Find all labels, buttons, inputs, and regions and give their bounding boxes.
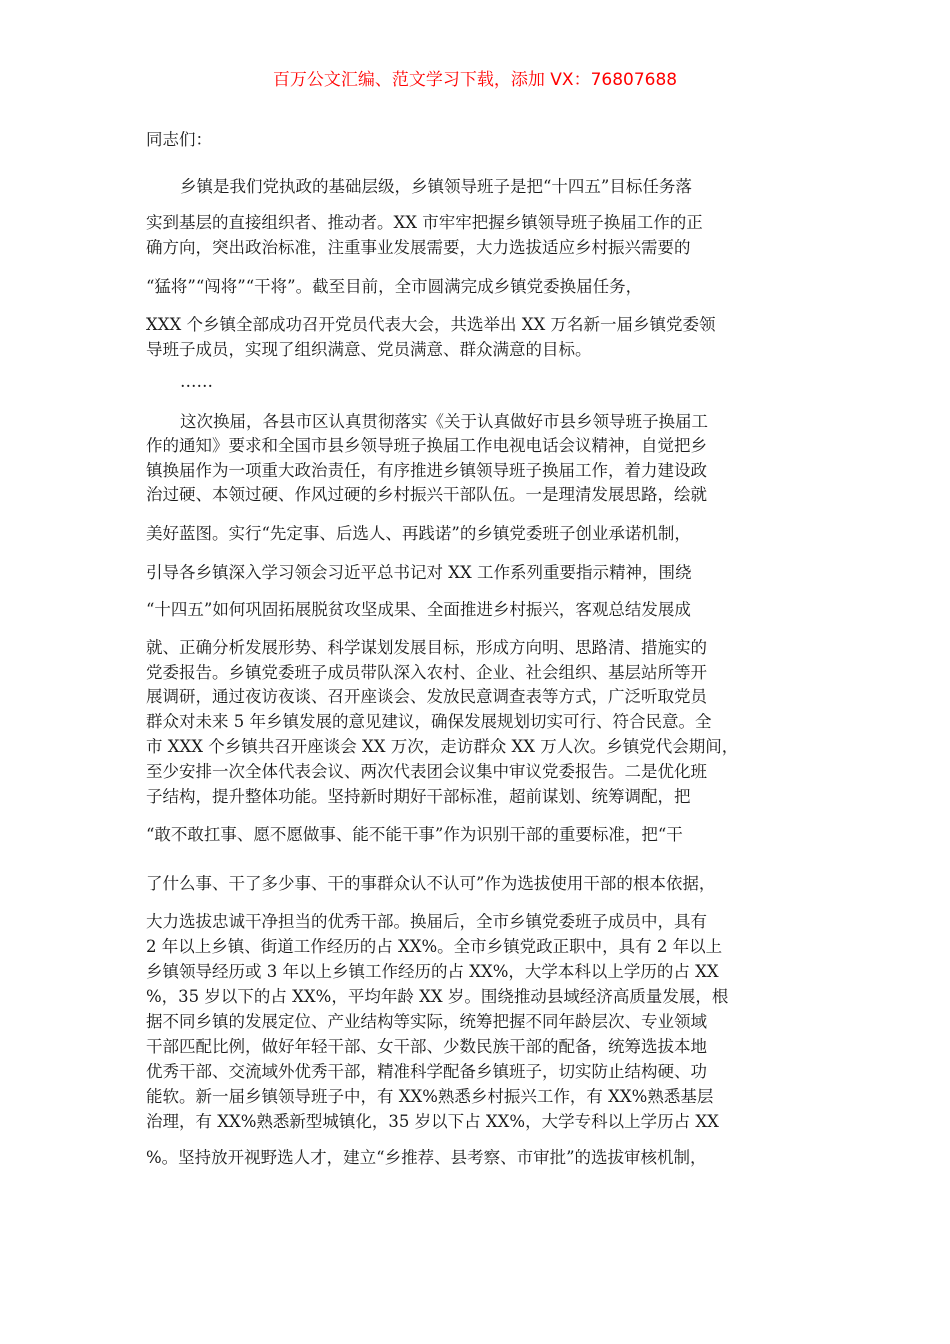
- paragraph-line: 群众对未来 5 年乡镇发展的意见建议，确保发展规划切实可行、符合民意。全: [146, 712, 712, 731]
- paragraph-line: %。坚持放开视野选人才，建立“乡推荐、县考察、市审批”的选拔审核机制，: [146, 1148, 707, 1167]
- paragraph-line: 确方向，突出政治标准，注重事业发展需要，大力选拔适应乡村振兴需要的: [146, 238, 691, 257]
- paragraph-line: 市 XXX 个乡镇共召开座谈会 XX 万次，走访群众 XX 万人次。乡镇党代会期间，: [146, 737, 739, 756]
- greeting: 同志们：: [146, 130, 212, 149]
- paragraph-line: 美好蓝图。实行“先定事、后选人、再践诺”的乡镇党委班子创业承诺机制，: [146, 524, 691, 543]
- paragraph-line: “猛将”“闯将”“干将”。截至目前，全市圆满完成乡镇党委换届任务，: [146, 277, 643, 296]
- paragraph-line: 作的通知》要求和全国市县乡领导班子换届工作电视电话会议精神，自觉把乡: [146, 436, 707, 455]
- paragraph-line: 镇换届作为一项重大政治责任，有序推进乡镇领导班子换届工作，着力建设政: [146, 461, 707, 480]
- paragraph-line: 乡镇是我们党执政的基础层级，乡镇领导班子是把“十四五”目标任务落: [180, 177, 692, 196]
- paragraph-line: “十四五”如何巩固拓展脱贫攻坚成果、全面推进乡村振兴，客观总结发展成: [146, 600, 691, 619]
- paragraph-line: 了什么事、干了多少事、干的事群众认不认可”作为选拔使用干部的根本依据，: [146, 874, 716, 893]
- paragraph-line: 治理，有 XX%熟悉新型城镇化，35 岁以下占 XX%，大学专科以上学历占 XX: [146, 1112, 719, 1131]
- paragraph-line: 导班子成员，实现了组织满意、党员满意、群众满意的目标。: [146, 340, 592, 359]
- paragraph-line: “敢不敢扛事、愿不愿做事、能不能干事”作为识别干部的重要标准，把“干: [146, 825, 683, 844]
- paragraph-line: %，35 岁以下的占 XX%，平均年龄 XX 岁。围绕推动县域经济高质量发展，根: [146, 987, 729, 1006]
- paragraph-line: 引导各乡镇深入学习领会习近平总书记对 XX 工作系列重要指示精神，围绕: [146, 563, 692, 582]
- paragraph-line: XXX 个乡镇全部成功召开党员代表大会，共选举出 XX 万名新一届乡镇党委领: [146, 315, 716, 334]
- paragraph-line: 优秀干部、交流域外优秀干部，精准科学配备乡镇班子，切实防止结构硬、功: [146, 1062, 707, 1081]
- paragraph-line: 子结构，提升整体功能。坚持新时期好干部标准，超前谋划、统筹调配，把: [146, 787, 691, 806]
- paragraph-line: 治过硬、本领过硬、作风过硬的乡村振兴干部队伍。一是理清发展思路，绘就: [146, 485, 707, 504]
- watermark-header: 百万公文汇编、范文学习下载，添加 VX：76807688: [272, 70, 678, 90]
- paragraph-line: 2 年以上乡镇、街道工作经历的占 XX%。全市乡镇党政正职中，具有 2 年以上: [146, 937, 723, 956]
- paragraph-line: 至少安排一次全体代表会议、两次代表团会议集中审议党委报告。二是优化班: [146, 762, 707, 781]
- paragraph-line: 干部匹配比例，做好年轻干部、女干部、少数民族干部的配备，统筹选拔本地: [146, 1037, 707, 1056]
- paragraph-line: 据不同乡镇的发展定位、产业结构等实际，统筹把握不同年龄层次、专业领域: [146, 1012, 707, 1031]
- paragraph-line: 展调研，通过夜访夜谈、召开座谈会、发放民意调查表等方式，广泛听取党员: [146, 687, 707, 706]
- paragraph-line: 大力选拔忠诚干净担当的优秀干部。换届后，全市乡镇党委班子成员中，具有: [146, 912, 707, 931]
- ellipsis: ……: [180, 372, 213, 391]
- paragraph-line: 乡镇领导经历或 3 年以上乡镇工作经历的占 XX%，大学本科以上学历的占 XX: [146, 962, 719, 981]
- paragraph-line: 党委报告。乡镇党委班子成员带队深入农村、企业、社会组织、基层站所等开: [146, 663, 707, 682]
- paragraph-line: 这次换届，各县市区认真贯彻落实《关于认真做好市县乡领导班子换届工: [180, 412, 708, 431]
- paragraph-line: 能软。新一届乡镇领导班子中，有 XX%熟悉乡村振兴工作，有 XX%熟悉基层: [146, 1087, 714, 1106]
- paragraph-line: 实到基层的直接组织者、推动者。XX 市牢牢把握乡镇领导班子换届工作的正: [146, 213, 703, 232]
- paragraph-line: 就、正确分析发展形势、科学谋划发展目标，形成方向明、思路清、措施实的: [146, 638, 707, 657]
